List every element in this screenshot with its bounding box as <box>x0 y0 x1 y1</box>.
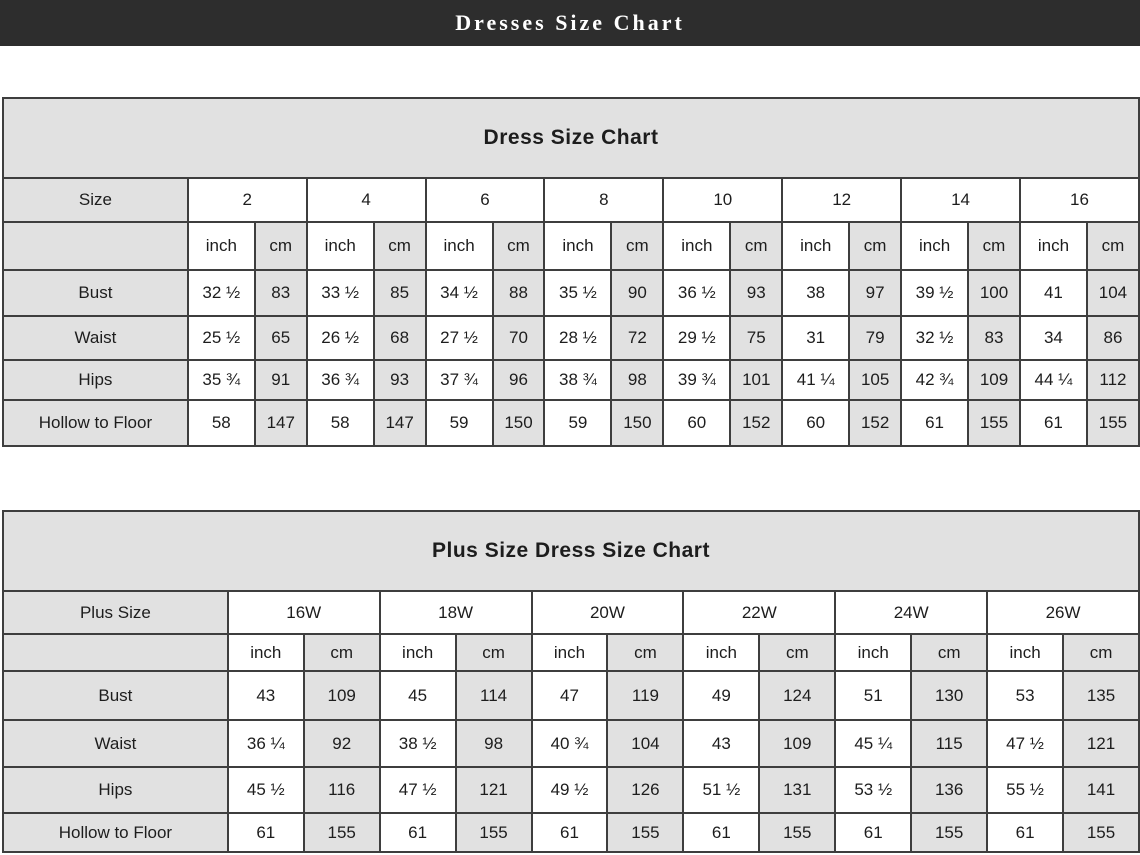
value-inch-cell: 47 ½ <box>987 720 1063 767</box>
unit-header-inch: inch <box>901 222 968 270</box>
measurement-row-label: Hollow to Floor <box>3 400 188 446</box>
value-cm-cell: 147 <box>374 400 426 446</box>
value-cm-cell: 83 <box>968 316 1020 360</box>
value-inch-cell: 36 ½ <box>663 270 730 316</box>
unit-header-inch: inch <box>1020 222 1087 270</box>
table-row <box>3 222 1139 270</box>
size-header-cell: 12 <box>782 178 901 222</box>
unit-header-cm: cm <box>611 222 663 270</box>
value-cm-cell: 93 <box>730 270 782 316</box>
value-cm-cell: 155 <box>304 813 380 852</box>
value-inch-cell: 41 ¼ <box>782 360 849 400</box>
value-cm-cell: 155 <box>1063 813 1139 852</box>
value-inch-cell: 47 ½ <box>380 767 456 813</box>
unit-header-cm: cm <box>493 222 545 270</box>
value-cm-cell: 109 <box>304 671 380 720</box>
value-cm-cell: 65 <box>255 316 307 360</box>
unit-header-cm: cm <box>849 222 901 270</box>
table-row <box>3 671 1139 720</box>
size-header-cell: 22W <box>683 591 835 634</box>
table-row <box>3 813 1139 852</box>
unit-header-inch: inch <box>532 634 608 671</box>
measurement-row-label: Hollow to Floor <box>3 813 228 852</box>
table-row <box>3 400 1139 446</box>
value-inch-cell: 49 ½ <box>532 767 608 813</box>
value-cm-cell: 152 <box>730 400 782 446</box>
value-cm-cell: 98 <box>456 720 532 767</box>
value-inch-cell: 60 <box>663 400 730 446</box>
value-inch-cell: 58 <box>188 400 255 446</box>
value-cm-cell: 155 <box>607 813 683 852</box>
value-inch-cell: 45 ¼ <box>835 720 911 767</box>
size-header-cell: 10 <box>663 178 782 222</box>
size-header-cell: 26W <box>987 591 1139 634</box>
value-inch-cell: 61 <box>835 813 911 852</box>
value-inch-cell: 27 ½ <box>426 316 493 360</box>
value-cm-cell: 98 <box>611 360 663 400</box>
value-inch-cell: 61 <box>1020 400 1087 446</box>
value-cm-cell: 90 <box>611 270 663 316</box>
page-banner <box>0 0 1140 46</box>
size-header-cell: 16 <box>1020 178 1139 222</box>
table-row <box>3 178 1139 222</box>
size-header-cell: 4 <box>307 178 426 222</box>
value-inch-cell: 61 <box>987 813 1063 852</box>
value-inch-cell: 34 <box>1020 316 1087 360</box>
unit-header-inch: inch <box>663 222 730 270</box>
value-inch-cell: 34 ½ <box>426 270 493 316</box>
unit-header-inch: inch <box>380 634 456 671</box>
value-cm-cell: 92 <box>304 720 380 767</box>
unit-header-inch: inch <box>426 222 493 270</box>
value-inch-cell: 59 <box>426 400 493 446</box>
value-cm-cell: 70 <box>493 316 545 360</box>
value-cm-cell: 121 <box>1063 720 1139 767</box>
unit-header-cm: cm <box>968 222 1020 270</box>
value-cm-cell: 105 <box>849 360 901 400</box>
measurement-row-label: Hips <box>3 767 228 813</box>
unit-header-cm: cm <box>607 634 683 671</box>
size-header-cell: 18W <box>380 591 532 634</box>
value-inch-cell: 59 <box>544 400 611 446</box>
unit-row-corner-cell <box>3 222 188 270</box>
value-inch-cell: 43 <box>228 671 304 720</box>
value-inch-cell: 43 <box>683 720 759 767</box>
value-inch-cell: 39 ¾ <box>663 360 730 400</box>
value-inch-cell: 31 <box>782 316 849 360</box>
value-cm-cell: 109 <box>968 360 1020 400</box>
unit-header-inch: inch <box>683 634 759 671</box>
unit-header-inch: inch <box>782 222 849 270</box>
table-row <box>3 634 1139 671</box>
value-inch-cell: 47 <box>532 671 608 720</box>
unit-header-cm: cm <box>456 634 532 671</box>
value-cm-cell: 155 <box>1087 400 1139 446</box>
value-cm-cell: 97 <box>849 270 901 316</box>
table-row <box>3 511 1139 591</box>
measurement-row-label: Hips <box>3 360 188 400</box>
banner-title: Dresses Size Chart <box>455 10 685 35</box>
value-cm-cell: 150 <box>493 400 545 446</box>
value-inch-cell: 38 <box>782 270 849 316</box>
charts-area <box>0 97 1140 853</box>
table-row <box>3 767 1139 813</box>
table-row <box>3 360 1139 400</box>
value-inch-cell: 28 ½ <box>544 316 611 360</box>
value-cm-cell: 104 <box>607 720 683 767</box>
value-inch-cell: 61 <box>228 813 304 852</box>
size-header-cell: 14 <box>901 178 1020 222</box>
value-cm-cell: 147 <box>255 400 307 446</box>
value-inch-cell: 26 ½ <box>307 316 374 360</box>
value-inch-cell: 44 ¼ <box>1020 360 1087 400</box>
value-inch-cell: 25 ½ <box>188 316 255 360</box>
unit-header-cm: cm <box>374 222 426 270</box>
unit-header-inch: inch <box>307 222 374 270</box>
value-inch-cell: 51 ½ <box>683 767 759 813</box>
value-cm-cell: 155 <box>911 813 987 852</box>
value-cm-cell: 155 <box>759 813 835 852</box>
value-cm-cell: 130 <box>911 671 987 720</box>
value-inch-cell: 29 ½ <box>663 316 730 360</box>
plus-size-dress-chart-table <box>2 510 1140 853</box>
table-title: Dress Size Chart <box>3 98 1139 178</box>
value-inch-cell: 53 <box>987 671 1063 720</box>
table-row <box>3 591 1139 634</box>
value-cm-cell: 135 <box>1063 671 1139 720</box>
value-inch-cell: 37 ¾ <box>426 360 493 400</box>
unit-header-inch: inch <box>835 634 911 671</box>
size-header-cell: 16W <box>228 591 380 634</box>
size-row-label: Size <box>3 178 188 222</box>
value-inch-cell: 58 <box>307 400 374 446</box>
measurement-row-label: Waist <box>3 316 188 360</box>
value-inch-cell: 49 <box>683 671 759 720</box>
value-cm-cell: 101 <box>730 360 782 400</box>
size-header-cell: 8 <box>544 178 663 222</box>
unit-header-cm: cm <box>304 634 380 671</box>
value-cm-cell: 100 <box>968 270 1020 316</box>
value-cm-cell: 85 <box>374 270 426 316</box>
size-header-cell: 20W <box>532 591 684 634</box>
table-title: Plus Size Dress Size Chart <box>3 511 1139 591</box>
value-inch-cell: 40 ¾ <box>532 720 608 767</box>
value-inch-cell: 42 ¾ <box>901 360 968 400</box>
value-cm-cell: 109 <box>759 720 835 767</box>
unit-header-inch: inch <box>188 222 255 270</box>
value-cm-cell: 75 <box>730 316 782 360</box>
value-inch-cell: 55 ½ <box>987 767 1063 813</box>
value-cm-cell: 116 <box>304 767 380 813</box>
value-cm-cell: 119 <box>607 671 683 720</box>
unit-header-cm: cm <box>911 634 987 671</box>
value-cm-cell: 124 <box>759 671 835 720</box>
value-cm-cell: 136 <box>911 767 987 813</box>
value-inch-cell: 61 <box>532 813 608 852</box>
value-inch-cell: 61 <box>683 813 759 852</box>
value-cm-cell: 112 <box>1087 360 1139 400</box>
value-inch-cell: 38 ½ <box>380 720 456 767</box>
dress-size-chart-table <box>2 97 1140 447</box>
value-inch-cell: 32 ½ <box>188 270 255 316</box>
value-inch-cell: 60 <box>782 400 849 446</box>
value-cm-cell: 152 <box>849 400 901 446</box>
unit-header-inch: inch <box>228 634 304 671</box>
table-row <box>3 98 1139 178</box>
value-cm-cell: 115 <box>911 720 987 767</box>
unit-header-cm: cm <box>759 634 835 671</box>
unit-row-corner-cell <box>3 634 228 671</box>
value-inch-cell: 39 ½ <box>901 270 968 316</box>
value-cm-cell: 96 <box>493 360 545 400</box>
value-inch-cell: 32 ½ <box>901 316 968 360</box>
value-cm-cell: 155 <box>456 813 532 852</box>
value-inch-cell: 61 <box>901 400 968 446</box>
value-inch-cell: 36 ¼ <box>228 720 304 767</box>
unit-header-inch: inch <box>544 222 611 270</box>
value-cm-cell: 141 <box>1063 767 1139 813</box>
unit-header-cm: cm <box>255 222 307 270</box>
value-cm-cell: 155 <box>968 400 1020 446</box>
value-cm-cell: 114 <box>456 671 532 720</box>
value-cm-cell: 83 <box>255 270 307 316</box>
value-cm-cell: 131 <box>759 767 835 813</box>
value-inch-cell: 45 ½ <box>228 767 304 813</box>
value-cm-cell: 91 <box>255 360 307 400</box>
value-inch-cell: 36 ¾ <box>307 360 374 400</box>
value-inch-cell: 61 <box>380 813 456 852</box>
table-row <box>3 270 1139 316</box>
value-inch-cell: 41 <box>1020 270 1087 316</box>
measurement-row-label: Bust <box>3 270 188 316</box>
table-row <box>3 316 1139 360</box>
size-header-cell: 2 <box>188 178 307 222</box>
value-inch-cell: 33 ½ <box>307 270 374 316</box>
unit-header-inch: inch <box>987 634 1063 671</box>
value-cm-cell: 86 <box>1087 316 1139 360</box>
value-cm-cell: 104 <box>1087 270 1139 316</box>
size-header-cell: 6 <box>426 178 545 222</box>
value-inch-cell: 38 ¾ <box>544 360 611 400</box>
value-cm-cell: 79 <box>849 316 901 360</box>
value-cm-cell: 121 <box>456 767 532 813</box>
unit-header-cm: cm <box>730 222 782 270</box>
value-cm-cell: 68 <box>374 316 426 360</box>
value-cm-cell: 72 <box>611 316 663 360</box>
value-inch-cell: 53 ½ <box>835 767 911 813</box>
table-row <box>3 720 1139 767</box>
size-header-cell: 24W <box>835 591 987 634</box>
measurement-row-label: Waist <box>3 720 228 767</box>
value-cm-cell: 88 <box>493 270 545 316</box>
value-inch-cell: 45 <box>380 671 456 720</box>
size-row-label: Plus Size <box>3 591 228 634</box>
value-inch-cell: 35 ½ <box>544 270 611 316</box>
value-inch-cell: 51 <box>835 671 911 720</box>
value-cm-cell: 93 <box>374 360 426 400</box>
unit-header-cm: cm <box>1087 222 1139 270</box>
value-inch-cell: 35 ¾ <box>188 360 255 400</box>
measurement-row-label: Bust <box>3 671 228 720</box>
unit-header-cm: cm <box>1063 634 1139 671</box>
value-cm-cell: 126 <box>607 767 683 813</box>
value-cm-cell: 150 <box>611 400 663 446</box>
